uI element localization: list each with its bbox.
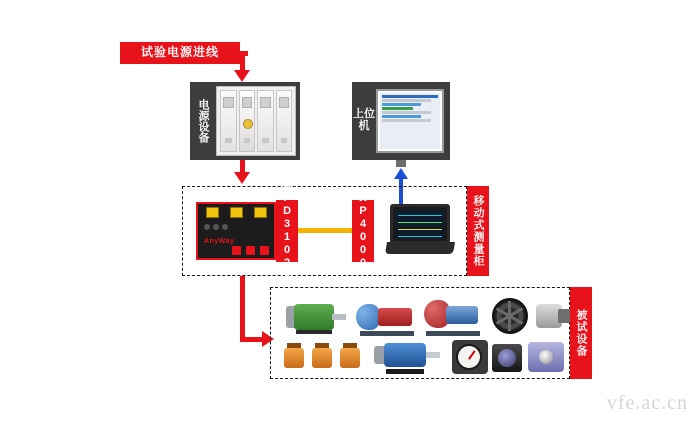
spd-port-icon: [246, 246, 255, 255]
connector-measurement-vertical: [240, 276, 245, 342]
power-inlet-label: 试验电源进线: [140, 45, 219, 60]
waveform-trace: [398, 215, 442, 216]
arrow-head-into-host-computer: [394, 168, 408, 179]
power-cabinet-label: 电源设备: [197, 99, 209, 143]
cabinet-panel-1: [220, 90, 237, 152]
cabinet-knob-icon: [243, 119, 253, 129]
screen-bar: [382, 103, 421, 106]
arrow-head-into-measurement-cabinet: [234, 172, 250, 184]
spd-device-node[interactable]: [196, 202, 276, 260]
screen-bar: [382, 95, 438, 98]
screen-bar: [382, 107, 413, 110]
wp4000-recorder-node[interactable]: [386, 202, 454, 254]
blue-motor-icon: [374, 340, 440, 374]
spd-label-bar: [276, 179, 298, 283]
screen-bar: [382, 119, 431, 122]
recorder-base: [385, 242, 455, 254]
spd-top-strip: [198, 204, 274, 218]
black-sensor-icon: [492, 344, 522, 372]
centrifugal-pump-red-icon: [356, 298, 418, 336]
movable-cabinet-label: 移动式测量柜: [472, 195, 485, 267]
green-motor-icon: [286, 300, 346, 334]
monitor-stand: [396, 160, 406, 167]
test-equipment-label: 被试设备: [575, 309, 588, 357]
cabinet-panel-4: [276, 90, 293, 152]
host-computer-node[interactable]: [352, 82, 450, 160]
recorder-screen: [390, 204, 450, 244]
spd-port-icon: [260, 246, 269, 255]
grey-servo-motor-icon: [536, 300, 570, 332]
panel-gauge-icon: [452, 340, 488, 374]
waveform-trace: [398, 229, 442, 230]
test-equipment-label-bar: [570, 287, 592, 379]
screen-bar: [382, 99, 431, 102]
power-cabinet-node[interactable]: [190, 82, 300, 160]
power-cabinet-graphic: [216, 86, 296, 156]
movable-cabinet-label-bar: [467, 186, 489, 276]
centrifugal-pump-blue-icon: [424, 296, 482, 336]
spd-device-label: SPD31028: [281, 179, 294, 283]
monitor-icon: [376, 89, 444, 153]
screen-bar: [382, 111, 431, 114]
connector-spd-to-wp4000: [298, 228, 354, 233]
wp4000-label-bar: [352, 192, 374, 270]
watermark-text: vfe.ac.cn: [606, 392, 688, 414]
spd-front-panel: [198, 218, 274, 260]
spd-brand-text: AnyWay: [204, 238, 235, 245]
waveform-trace: [398, 236, 442, 237]
cabinet-panel-3: [257, 90, 274, 152]
connector-measurement-horizontal: [240, 337, 264, 342]
current-transformers-icon: [284, 342, 360, 372]
spd-port-icon: [232, 246, 241, 255]
recorder-waveform-graphic: [396, 210, 444, 238]
wp4000-device-label: WP4000: [357, 192, 370, 270]
monitor-screen-graphic: [380, 93, 440, 149]
host-computer-label: 上位机: [353, 108, 375, 132]
industrial-blower-icon: [492, 298, 536, 334]
screen-bar: [382, 115, 421, 118]
purple-encoder-icon: [528, 342, 564, 372]
spd-knob-row-icon: [204, 224, 228, 230]
cabinet-panel-2: [239, 90, 256, 152]
spd-terminal-icon: [206, 207, 219, 218]
arrow-head-into-power-cabinet: [234, 70, 250, 82]
spd-terminal-icon: [254, 207, 267, 218]
spd-terminal-icon: [230, 207, 243, 218]
power-inlet-banner: [120, 42, 240, 64]
waveform-trace: [398, 222, 442, 223]
